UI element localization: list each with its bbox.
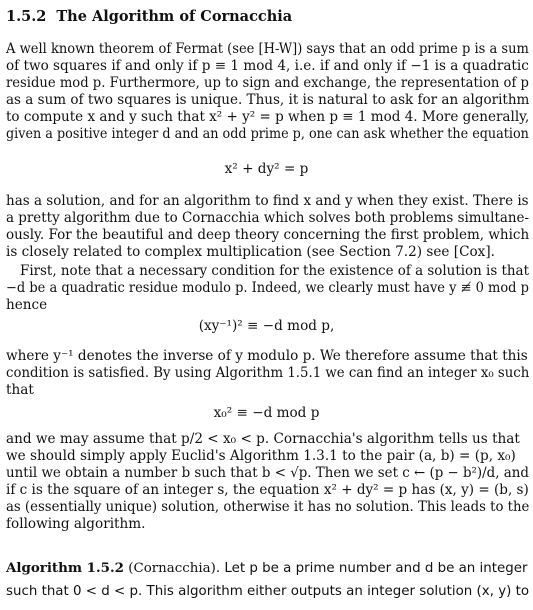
algorithm-header xyxy=(6,560,527,577)
paragraph-line: and we may assume that p/2 < x₀ < p. Cornacchia's algorithm tells us that xyxy=(6,431,520,447)
paragraph-line: hence xyxy=(6,297,48,313)
algorithm-text-line: such that 0 < d < p. This algorithm either outputs an integer solution (x, y) to xyxy=(6,584,530,599)
section-title: The Algorithm of Cornacchia xyxy=(56,8,293,25)
paragraph-line: to compute x and y such that x² + y² = p when p ≡ 1 mod 4. More generally, xyxy=(6,109,530,125)
paragraph-line: condition is satisfied. By using Algorithm 1.5.1 we can find an integer x₀ such xyxy=(6,365,530,381)
paragraph-line: residue mod p. Furthermore, up to sign and exchange, the representation of p xyxy=(6,75,529,91)
paragraph-line: until we obtain a number b such that b < √p. Then we set c ← (p − b²)/d, and xyxy=(6,465,529,481)
paragraph-line: −d be a quadratic residue modulo p. Indeed, we clearly must have y ≢ 0 mod p xyxy=(6,280,529,296)
section-heading xyxy=(6,8,292,25)
equation-2: (xy⁻¹)² ≡ −d mod p, xyxy=(198,318,335,334)
equation-3: x₀² ≡ −d mod p xyxy=(213,405,320,421)
paragraph-line: is closely related to complex multiplication (see Section 7.2) see [Cox]. xyxy=(6,244,495,260)
section-number: 1.5.2 xyxy=(6,8,47,25)
paragraph-line: if c is the square of an integer s, the equation x² + dy² = p has (x, y) = (b, s) xyxy=(6,482,529,498)
algorithm-title: Algorithm 1.5.2 xyxy=(6,560,124,576)
paragraph-line: as a sum of two squares is unique. Thus, it is natural to ask for an algorithm xyxy=(6,92,530,108)
equation-1: x² + dy² = p xyxy=(224,161,309,177)
paragraph-line: a pretty algorithm due to Cornacchia which solves both problems simultane- xyxy=(6,210,530,226)
paragraph-line: A well known theorem of Fermat (see [H-W]) says that an odd prime p is a sum xyxy=(6,41,529,57)
paragraph-line: ously. For the beautiful and deep theory concerning the first problem, which xyxy=(6,227,530,243)
algorithm-name: (Cornacchia). xyxy=(128,561,221,576)
paragraph-line: given a positive integer d and an odd prime p, one can ask whether the equation xyxy=(6,126,529,142)
paragraph-line: First, note that a necessary condition for the existence of a solution is that xyxy=(20,263,529,279)
paragraph-line: of two squares if and only if p ≡ 1 mod 4, i.e. if and only if −1 is a quadratic xyxy=(6,58,529,74)
paragraph-line: following algorithm. xyxy=(6,516,146,532)
algorithm-text: Let p be a prime number and d be an integer xyxy=(224,561,528,576)
paragraph-line: as (essentially unique) solution, otherwise it has no solution. This leads to the xyxy=(6,499,530,515)
paragraph-line: that xyxy=(6,382,34,398)
paragraph-line: where y⁻¹ denotes the inverse of y modulo p. We therefore assume that this xyxy=(6,348,528,364)
paragraph-line: has a solution, and for an algorithm to find x and y when they exist. There is xyxy=(6,193,529,209)
paragraph-line: we should simply apply Euclid's Algorithm 1.3.1 to the pair (a, b) = (p, x₀) xyxy=(6,448,516,464)
